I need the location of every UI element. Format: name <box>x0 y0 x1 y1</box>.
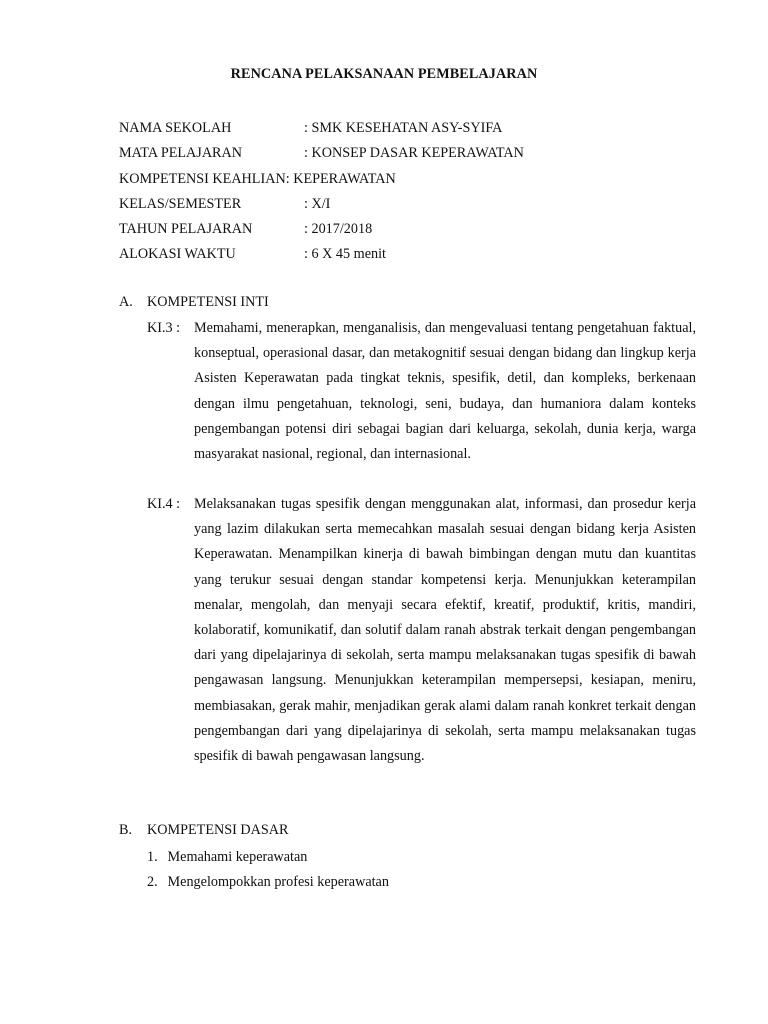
info-label: KOMPETENSI KEAHLIAN <box>119 170 286 187</box>
info-label: ALOKASI WAKTU <box>119 246 236 263</box>
list-item-number: 2. <box>147 874 158 891</box>
ki3-label: KI.3 : <box>147 320 181 336</box>
info-value: : KEPERAWATAN <box>285 170 396 187</box>
section-b-heading <box>119 820 699 840</box>
info-label: TAHUN PELAJARAN <box>119 221 253 238</box>
section-letter: A. <box>119 294 133 310</box>
info-value: : 6 X 45 menit <box>304 246 386 263</box>
list-item <box>147 845 697 870</box>
info-value: : KONSEP DASAR KEPERAWATAN <box>304 145 524 162</box>
list-item <box>147 870 697 895</box>
list-item-text: Memahami keperawatan <box>167 849 308 865</box>
ki3-text: Memahami, menerapkan, menganalisis, dan mengevaluasi tentang pengetahuan faktual, konseptual, operasional dasar, dan metakognitif sesuai dengan bidang dan lingkup kerja Asisten Keperawatan pada tingkat teknis, spesifik, detil, dan kompleks, berkenaan dengan ilmu pengetahuan, teknologi, seni, budaya, dan humaniora dalam konteks pengembangan potensi diri sebagai bagian dari keluarga, sekolah, dunia kerja, warga masyarakat nasional, regional, dan internasional. <box>194 320 696 463</box>
section-a-heading <box>119 292 699 312</box>
info-value: : 2017/2018 <box>304 221 373 238</box>
info-value: : SMK KESEHATAN ASY-SYIFA <box>304 120 503 136</box>
info-row-class-semester <box>119 192 699 217</box>
info-label: NAMA SEKOLAH <box>119 120 232 136</box>
kompetensi-dasar-list <box>147 845 697 896</box>
ki3-paragraph <box>147 316 696 467</box>
ki4-text: Melaksanakan tugas spesifik dengan menggunakan alat, informasi, dan prosedur kerja yang lazim dilakukan serta memecahkan masalah sesuai dengan bidang kerja Asisten Keperawatan. Menampilkan kinerja di bawah bimbingan dengan mutu dan kuantitas yang terukur sesuai dengan standar kompetensi kerja. Menunjukkan keterampilan menalar, mengolah, dan menyaji secara efektif, kreatif, produktif, kritis, mandiri, kolaboratif, komunikatif, dan solutif dalam ranah abstrak terkait dengan pengembangan dari yang dipelajarinya di sekolah, serta mampu melaksanakan tugas spesifik di bawah pengawasan langsung. Menunjukkan keterampilan mempersepsi, kesiapan, meniru, membiasakan, gerak mahir, menjadikan gerak alami dalam ranah konkret terkait dengan pengembangan dari yang dipelajarinya di sekolah, serta mampu melaksanakan tugas spesifik di bawah pengawasan langsung. <box>194 496 696 765</box>
info-row-school-name <box>119 116 699 141</box>
info-row-time-allocation <box>119 242 699 267</box>
list-item-number: 1. <box>147 849 158 865</box>
info-label: KELAS/SEMESTER <box>119 195 242 212</box>
section-title: KOMPETENSI DASAR <box>147 822 289 838</box>
info-value: : X/I <box>304 195 331 212</box>
section-letter: B. <box>119 822 133 838</box>
info-row-competency <box>119 167 699 192</box>
school-info-block <box>119 116 699 268</box>
info-label: MATA PELAJARAN <box>119 145 243 162</box>
document-title: RENCANA PELAKSANAAN PEMBELAJARAN <box>230 66 538 82</box>
info-row-academic-year <box>119 217 699 242</box>
info-row-subject <box>119 141 699 166</box>
ki4-label: KI.4 : <box>147 496 181 512</box>
ki4-paragraph <box>147 492 696 769</box>
list-item-text: Mengelompokkan profesi keperawatan <box>167 874 389 891</box>
section-title: KOMPETENSI INTI <box>147 294 269 310</box>
